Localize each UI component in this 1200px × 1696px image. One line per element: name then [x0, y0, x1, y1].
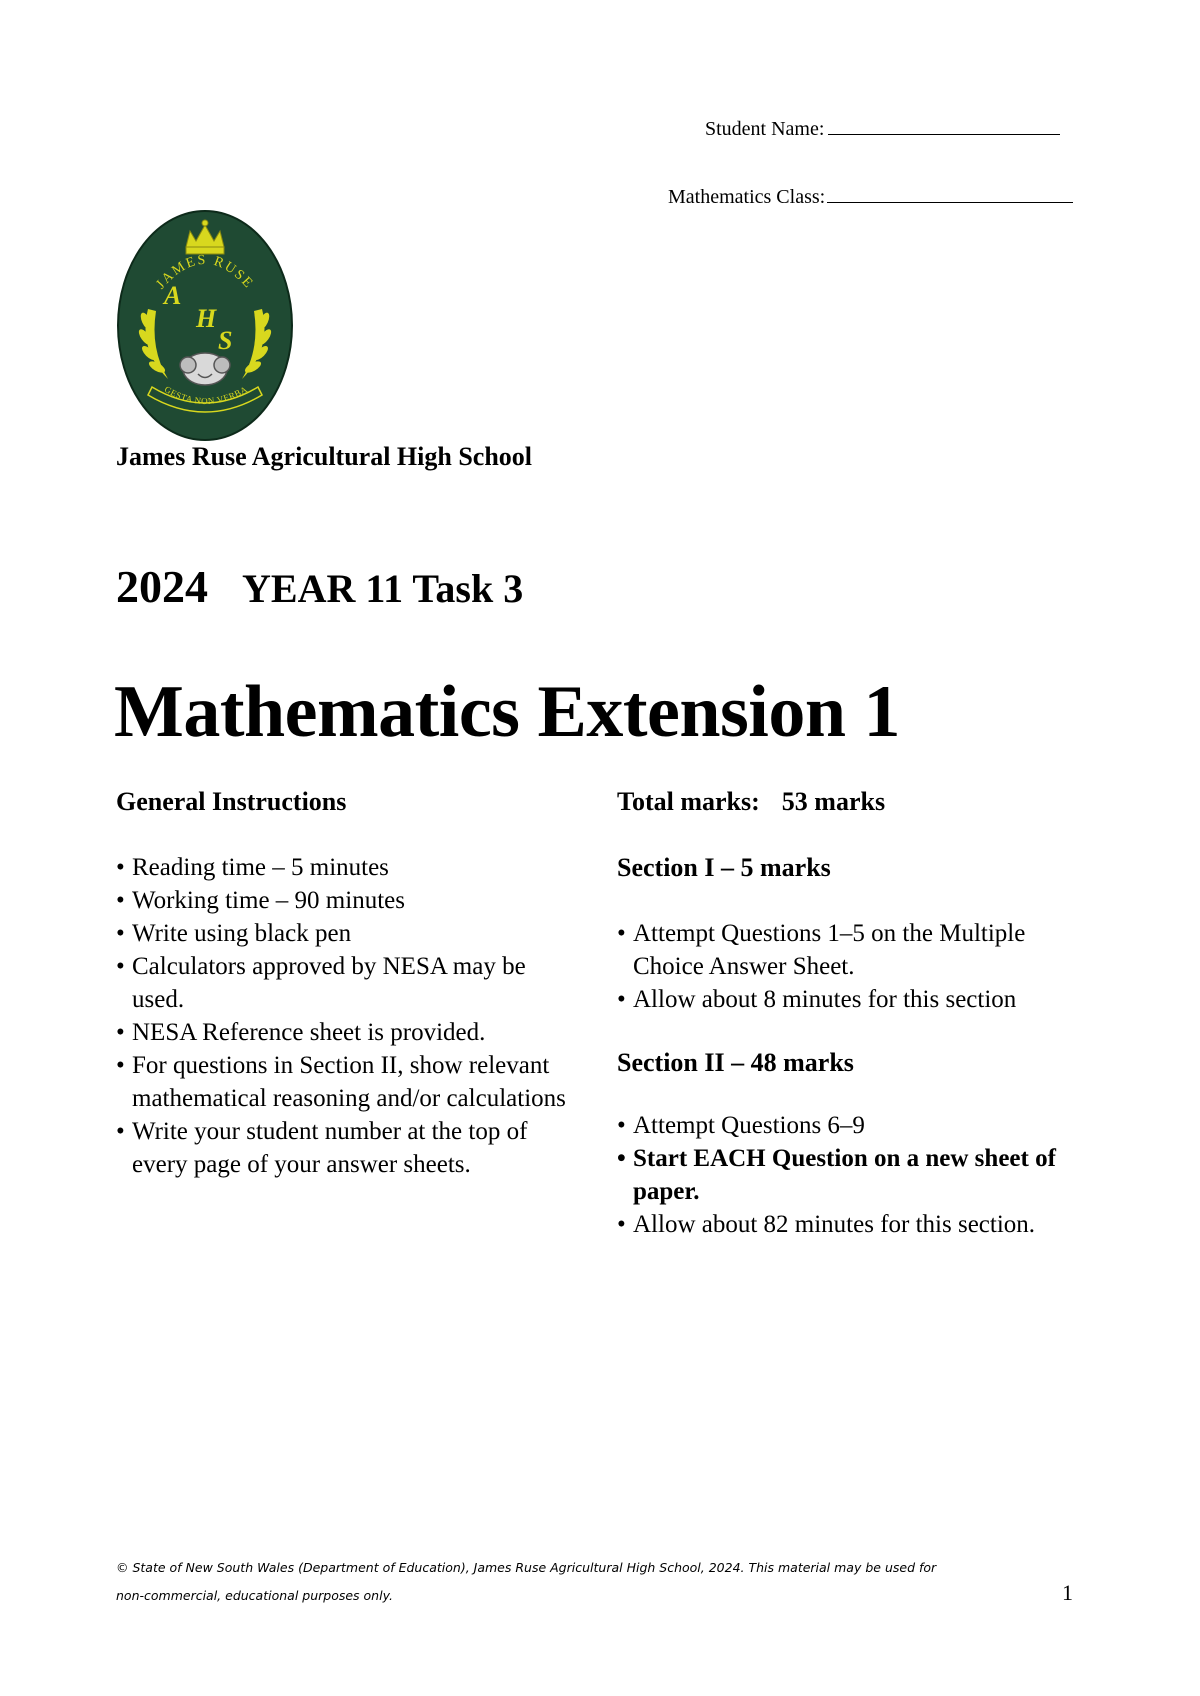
student-name-field[interactable]	[705, 116, 1060, 141]
general-instructions-heading: General Instructions	[116, 787, 347, 816]
school-name: James Ruse Agricultural High School	[116, 442, 533, 471]
svg-text:S: S	[218, 326, 233, 355]
student-name-label: Student Name:	[705, 118, 825, 140]
section-2-item: • Attempt Questions 6–9	[617, 1109, 1057, 1142]
instruction-item: • Calculators approved by NESA may be used.	[116, 950, 566, 1016]
school-crest-logo	[116, 209, 294, 442]
student-name-line[interactable]	[828, 116, 1060, 135]
math-class-label: Mathematics Class:	[668, 186, 826, 208]
section-1-list	[617, 917, 1057, 1016]
marks-summary	[617, 785, 1057, 1241]
page-number: 1	[1062, 1580, 1073, 1605]
math-class-line[interactable]	[827, 184, 1073, 203]
crest-motto: GESTA NON VERBA	[162, 383, 250, 407]
copyright-line-1: © State of New South Wales (Department of Education), James Ruse Agricultural High School, 2024. This material may be used for	[116, 1560, 937, 1575]
total-marks-label: Total marks:	[617, 787, 760, 816]
section-2-item: • Allow about 82 minutes for this section.	[617, 1208, 1057, 1241]
instruction-item: • NESA Reference sheet is provided.	[116, 1016, 566, 1049]
instruction-item: • Write your student number at the top of every page of your answer sheets.	[116, 1115, 566, 1181]
section-1-item: • Attempt Questions 1–5 on the Multiple Choice Answer Sheet.	[617, 917, 1057, 983]
exam-title-row	[116, 560, 523, 613]
instruction-item: • For questions in Section II, show relevant mathematical reasoning and/or calculations	[116, 1049, 566, 1115]
crest-arc-text: JAMES RUSE	[153, 252, 257, 293]
instruction-item: • Working time – 90 minutes	[116, 884, 566, 917]
svg-text:H: H	[196, 304, 217, 333]
section-1-item: • Allow about 8 minutes for this section	[617, 983, 1057, 1016]
general-instructions	[116, 785, 566, 1181]
instruction-item: • Reading time – 5 minutes	[116, 851, 566, 884]
total-marks	[617, 785, 1057, 818]
instruction-list	[116, 851, 566, 1181]
svg-text:A: A	[164, 281, 182, 310]
total-marks-value: 53 marks	[781, 787, 886, 816]
copyright-footer	[116, 1554, 1016, 1610]
exam-task: YEAR 11 Task 3	[242, 566, 524, 611]
instruction-item: • Write using black pen	[116, 917, 566, 950]
section-2-item-start-new-sheet: • Start EACH Question on a new sheet of paper.	[617, 1142, 1057, 1208]
section-1-heading: Section I – 5 marks	[617, 853, 831, 882]
copyright-line-2: non-commercial, educational purposes only.	[116, 1588, 393, 1603]
section-2-heading: Section II – 48 marks	[617, 1048, 854, 1077]
school-crest	[116, 209, 294, 442]
exam-subject: Mathematics Extension 1	[114, 671, 900, 753]
exam-year: 2024	[116, 561, 208, 612]
math-class-field[interactable]	[668, 184, 1073, 209]
section-2-list	[617, 1109, 1057, 1241]
